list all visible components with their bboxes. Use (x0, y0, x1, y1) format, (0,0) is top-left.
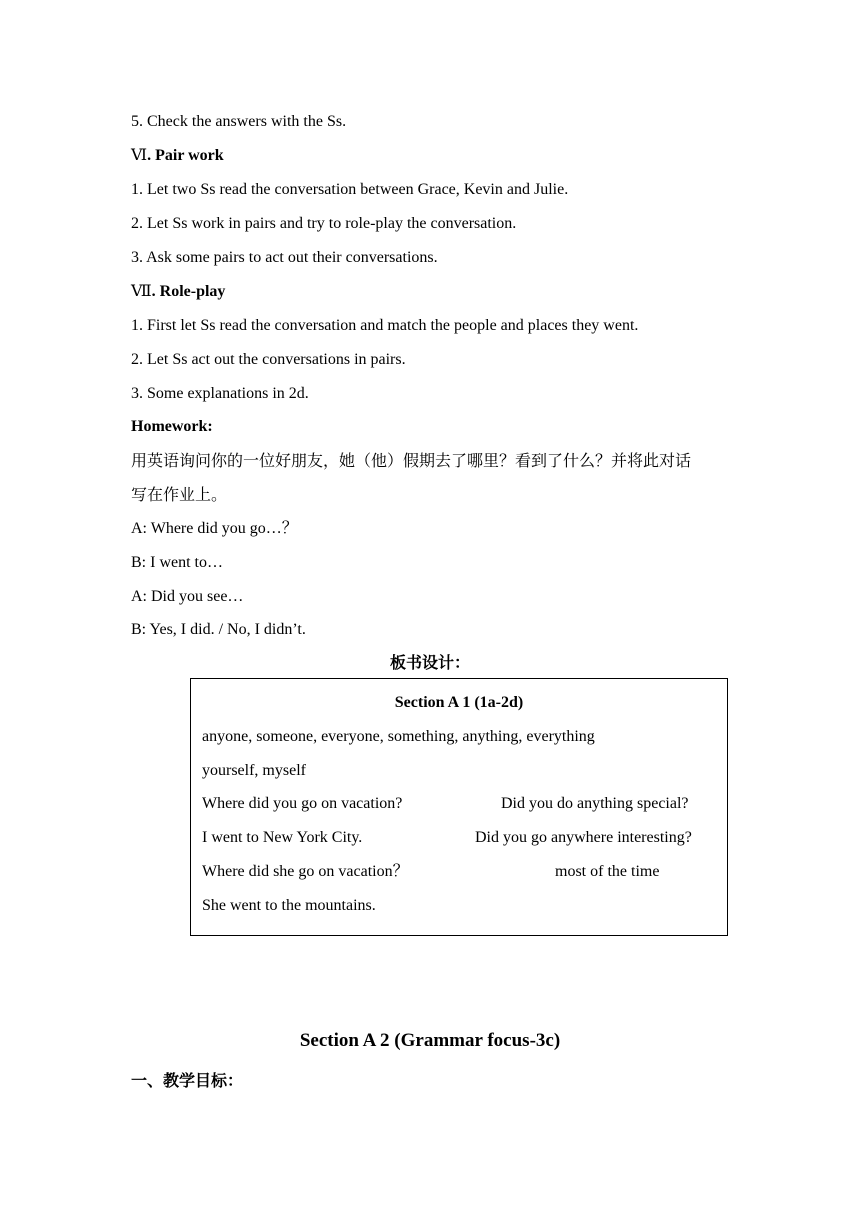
pair-work-item: 3. Ask some pairs to act out their conversations. (131, 249, 438, 266)
roman-numeral: Ⅶ (131, 283, 152, 300)
pair-work-heading (131, 146, 224, 166)
role-play-item: 3. Some explanations in 2d. (131, 385, 309, 402)
board-vocab-line: yourself, myself (202, 762, 306, 779)
heading-text: . Pair work (147, 147, 224, 164)
dialogue-line: A: Did you see… (131, 588, 244, 605)
board-sentence: Did you do anything special? (501, 795, 689, 812)
pair-work-item: 2. Let Ss work in pairs and try to role-play the conversation. (131, 215, 517, 232)
board-design-box (190, 678, 728, 936)
board-sentence: Where did she go on vacation？ (202, 863, 409, 880)
board-sentence: Where did you go on vacation? (202, 795, 403, 812)
step-check-answers: 5. Check the answers with the Ss. (131, 113, 347, 130)
board-design-heading: 板书设计： (389, 653, 470, 672)
dialogue-line: B: I went to… (131, 554, 223, 571)
pair-work-item: 1. Let two Ss read the conversation between Grace, Kevin and Julie. (131, 181, 569, 198)
board-sentence: I went to New York City. (202, 829, 363, 846)
dialogue-line: A: Where did you go…？ (131, 520, 298, 537)
roman-numeral: Ⅵ (131, 147, 148, 164)
board-sentence: Did you go anywhere interesting? (475, 829, 692, 846)
objectives-heading: 一、教学目标： (131, 1071, 244, 1090)
board-vocab-line: anyone, someone, everyone, something, anything, everything (202, 728, 595, 745)
role-play-heading (131, 282, 225, 302)
section-title: Section A 2 (Grammar focus-3c) (299, 1030, 561, 1051)
homework-instruction: 写在作业上。 (131, 485, 228, 504)
homework-instruction: 用英语询问你的一位好朋友，她（他）假期去了哪里？看到了什么？并将此对话 (131, 451, 692, 470)
heading-text: . Role-play (151, 283, 226, 300)
role-play-item: 2. Let Ss act out the conversations in pairs. (131, 351, 406, 368)
board-sentence: She went to the mountains. (202, 897, 376, 914)
board-title: Section A 1 (1a-2d) (394, 694, 524, 711)
board-phrase: most of the time (555, 863, 660, 880)
role-play-item: 1. First let Ss read the conversation and match the people and places they went. (131, 317, 639, 334)
homework-heading: Homework: (131, 418, 213, 435)
dialogue-line: B: Yes, I did. / No, I didn’t. (131, 621, 306, 638)
